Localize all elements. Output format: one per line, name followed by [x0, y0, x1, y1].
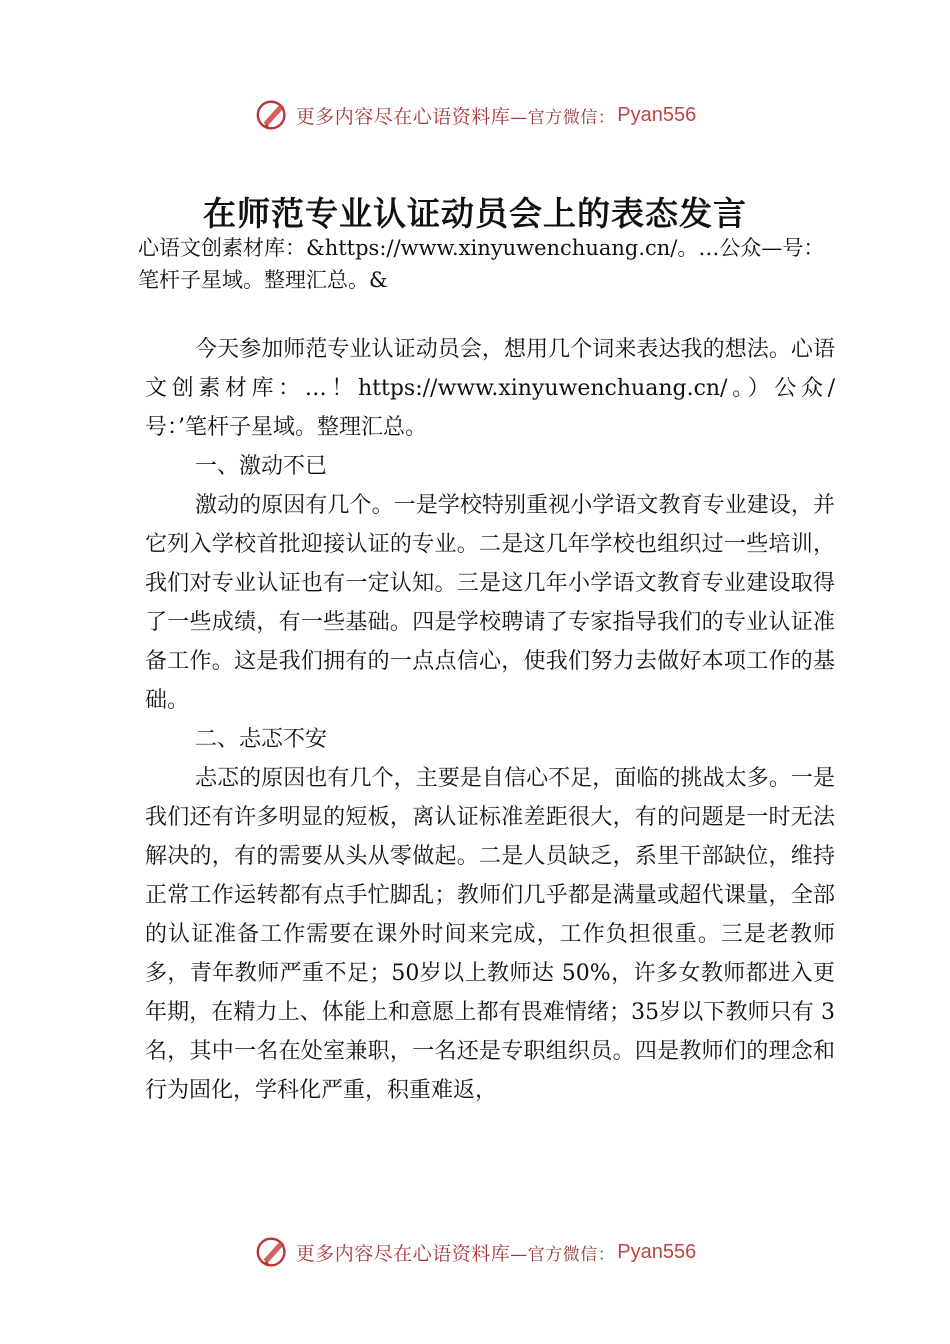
banner-wechat-label: —官方微信： — [510, 1244, 616, 1265]
footer-banner — [0, 1232, 950, 1272]
document-title: 在师范专业认证动员会上的表态发言 — [203, 194, 747, 233]
header-banner — [0, 95, 950, 135]
paragraph: 今天参加师范专业认证动员会，想用几个词来表达我的想法。心语文创素材库：…！https://www.xinyuwenchuang.cn/。）公众/号：’笔杆子星域。整理汇总。 — [145, 337, 835, 440]
paragraph: 激动的原因有几个。一是学校特别重视小学语文教育专业建设，并它列入学校首批迎接认证的专业。二是这几年学校也组织过一些培训，我们对专业认证也有一定认知。三是这几年小学语文教育专业建设取得了一些成绩，有一些基础。四是学校聘请了专家指导我们的专业认证准备工作。这是我们拥有的一点点信心，使我们努力去做好本项工作的基础。 — [145, 493, 835, 713]
section-heading: 一、激动不已 — [195, 454, 328, 479]
banner-wechat-label: —官方微信： — [510, 107, 616, 128]
banner-wechat-id: Pyan556 — [617, 1240, 697, 1263]
pen-logo-icon — [254, 1233, 292, 1271]
pen-logo-icon — [254, 96, 292, 134]
source-note: 心语文创素材库：&https://www.xinyuwenchuang.cn/。…公众—号：笔杆子星域。整理汇总。& — [138, 236, 825, 292]
section-heading: 二、忐忑不安 — [195, 727, 328, 752]
banner-text: 更多内容尽在心语资料库 — [295, 105, 511, 128]
paragraph: 忐忑的原因也有几个，主要是自信心不足，面临的挑战太多。一是我们还有许多明显的短板，离认证标准差距很大，有的问题是一时无法解决的，有的需要从头从零做起。二是人员缺乏，系里干部缺位，维持正常工作运转都有点手忙脚乱；教师们几乎都是满量或超代课量，全部的认证准备工作需要在课外时间来完成，工作负担很重。三是老教师多，青年教师严重不足；50岁以上教师达 50%，许多女教师都进入更年期，在精力上、体能上和意愿上都有畏难情绪；35岁以下教师只有 3名，其中一名在处室兼职，一名还是专职组织员。四是教师们的理念和行为固化，学科化严重，积重难返， — [145, 766, 835, 1103]
document-body — [145, 330, 835, 1110]
banner-wechat-id: Pyan556 — [617, 103, 697, 126]
banner-text: 更多内容尽在心语资料库 — [295, 1242, 511, 1265]
